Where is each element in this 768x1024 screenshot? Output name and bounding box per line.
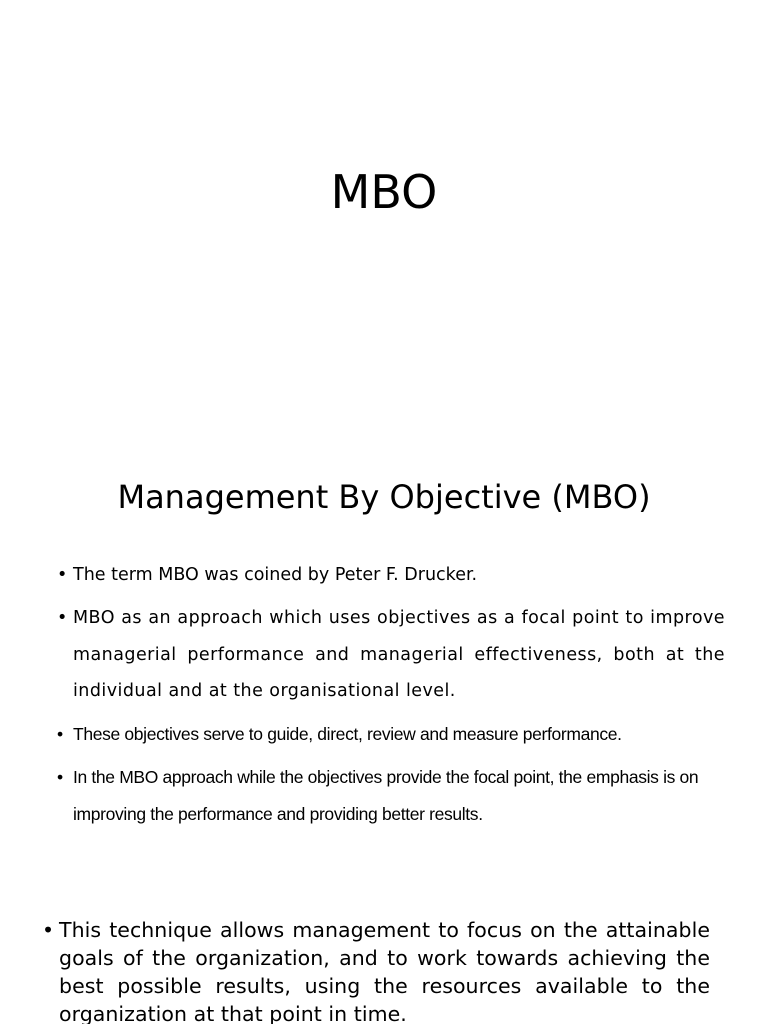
bullet-item <box>57 759 725 833</box>
bullet-list-technique <box>42 916 710 1024</box>
bullet-dot-icon: • <box>57 766 63 787</box>
bullet-dot-icon: • <box>42 918 55 942</box>
bullet-item <box>57 716 725 753</box>
bullet-text: In the MBO approach while the objectives provide the focal point, the emphasis is on improving the performance and providing better results. <box>73 766 699 824</box>
slide-title-management-by-objective: Management By Objective (MBO) <box>117 478 651 516</box>
bullet-item <box>57 600 725 710</box>
bullet-text: MBO as an approach which uses objectives as a focal point to improve managerial performance and managerial effectiveness, both at the individual and at the organisational level. <box>73 608 725 701</box>
bullet-item <box>57 557 725 594</box>
bullet-text: The term MBO was coined by Peter F. Drucker. <box>73 565 478 585</box>
slide-title-mbo: MBO <box>330 165 438 219</box>
bullet-item <box>42 916 710 1024</box>
bullet-dot-icon: • <box>57 565 68 585</box>
bullet-list-mbo <box>57 557 725 833</box>
bullet-text: This technique allows management to focus on the attainable goals of the organization, and to work towards achieving the best possible results, using the resources available to the organization at that point in time. <box>59 918 710 1024</box>
bullet-text: These objectives serve to guide, direct, review and measure performance. <box>73 723 622 744</box>
bullet-dot-icon: • <box>57 723 63 744</box>
bullet-dot-icon: • <box>57 608 68 628</box>
